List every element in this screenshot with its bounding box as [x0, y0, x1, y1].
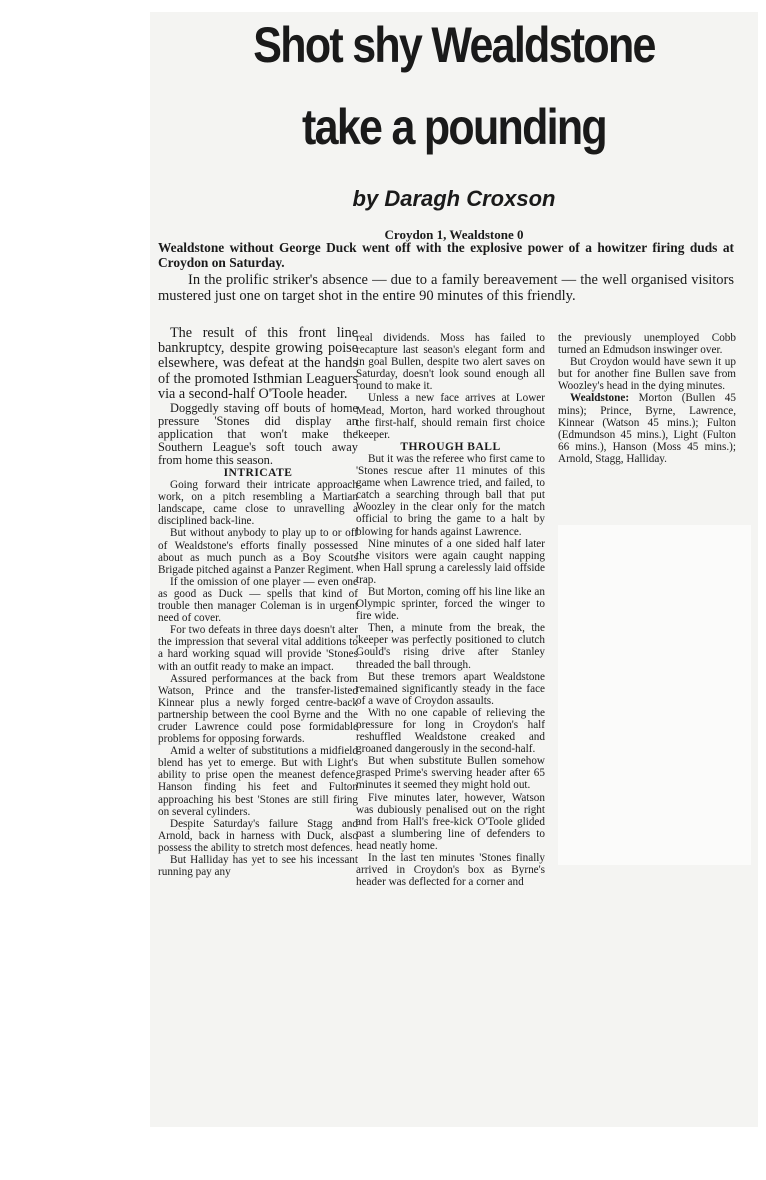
col1-paragraph: If the omission of one player — even one as good as Duck — spells that kind of trouble then manager Coleman is in urgent need of cover. [158, 575, 358, 625]
col2-paragraph: In the last ten minutes 'Stones finally arrived in Croydon's box as Byrne's header was deflected for a corner and [356, 852, 545, 889]
col2-paragraph: Then, a minute from the break, the 'keeper was perfectly positioned to clutch Gould's rising drive after Stanley threaded the ball through. [356, 622, 545, 671]
lead-paragraph: In the prolific striker's absence — due to a family bereavement — the well organised visitors mustered just one on target shot in the entire 90 minutes of this friendly. [158, 272, 734, 304]
col1-paragraph: Amid a welter of substitutions a midfield blend has yet to emerge. But with Light's ability to prise open the meanest defence, Hanson finding his feet and Fulton approaching his best 'Stones are still firing on several cylinders. [158, 745, 358, 818]
col1-paragraph: The result of this front line bankruptcy, despite growing poise elsewhere, was defeat at the hands of the promoted Isthmian Leaguers via a second-half O'Toole header. [158, 325, 358, 402]
col2-paragraph: Unless a new face arrives at Lower Mead, Morton, hard worked throughout the first-half, should remain first choice 'keeper. [356, 392, 545, 441]
intro-paragraph: Wealdstone without George Duck went off with the explosive power of a howitzer firing duds at Croydon on Saturday. [158, 240, 734, 270]
headline-line-1: Shot shy Wealdstone [253, 17, 655, 73]
col2-paragraph: But Morton, coming off his line like an Olympic sprinter, forced the winger to fire wide. [356, 585, 545, 623]
team-list: Morton (Bullen 45 mins); Prince, Byrne, Lawrence, Kinnear (Watson 45 mins.); Fulton (Edmundson 45 mins.), Light (Fulton 66 mins.), Hanson (Moss 45 mins.); Arnold, Stagg, Halliday. [558, 392, 736, 465]
col3-paragraph: But Croydon would have sewn it up but for another fine Bullen save from Woozley's head in the dying minutes. [558, 356, 736, 393]
col1-paragraph: But Halliday has yet to see his incessant running pay any [158, 854, 358, 879]
column-2 [356, 332, 545, 888]
col2-paragraph: real dividends. Moss has failed to recapture last season's elegant form and in goal Bullen, despite two alert saves on Saturday, doesn't look sound enough all round to make it. [356, 332, 545, 393]
col3-paragraph: the previously unemployed Cobb turned an Edmudson inswinger over. [558, 332, 736, 357]
col2-paragraph: With no one capable of relieving the pressure for long in Croydon's half reshuffled Wealdstone creaked and groaned dangerously in the second-half. [356, 706, 545, 756]
col1-paragraph: Going forward their intricate approach work, on a pitch resembling a Martian landscape, came close to unravelling a disciplined back-line. [158, 479, 358, 528]
col2-paragraph: But when substitute Bullen somehow grasped Prime's swerving header after 65 minutes it seemed they might hold out. [356, 755, 545, 792]
subhead-through-ball: THROUGH BALL [400, 440, 501, 453]
col2-paragraph: But these tremors apart Wealdstone remained significantly steady in the face of a wave of Croydon assaults. [356, 670, 545, 707]
headline-line-2: take a pounding [302, 99, 606, 155]
col1-paragraph: Doggedly staving off bouts of home pressure 'Stones did display an application that won't make the Southern League's soft touch away from home this season. [158, 401, 358, 468]
col2-paragraph: Five minutes later, however, Watson was dubiously penalised out on the right and from Hall's free-kick O'Toole glided past a slumbering line of defenders to head neatly home. [356, 791, 545, 852]
column-1 [158, 326, 358, 878]
match-score: Croydon 1, Wealdstone 0 [384, 227, 524, 242]
col1-paragraph: Despite Saturday's failure Stagg and Arnold, back in harness with Duck, also possess the ability to stretch most defences. [158, 817, 358, 854]
team-lineup [558, 392, 736, 465]
col1-paragraph: For two defeats in three days doesn't alter the impression that several vital additions to a hard working squad will provide 'Stones with an outfit ready to make an impact. [158, 624, 358, 673]
team-label: Wealdstone: [570, 392, 630, 405]
col2-paragraph: Nine minutes of a one sided half later the visitors were again caught napping when Hall sprung a carelessly laid offside trap. [356, 537, 545, 586]
column-3 [558, 332, 736, 465]
subhead-intricate: INTRICATE [223, 467, 293, 480]
blank-area [558, 525, 751, 865]
byline: by Daragh Croxson [352, 186, 556, 211]
col1-paragraph: Assured performances at the back from Watson, Prince and the transfer-listed Kinnear plus a newly forged centre-back partnership between the cool Byrne and the cruder Lawrence could pose formidable problems for opposing forwards. [158, 672, 358, 746]
col1-paragraph: But without anybody to play up to or off of Wealdstone's efforts finally possessed about as much punch as a Boy Scouts Brigade pitched against a Panzer Regiment. [158, 527, 358, 576]
col2-paragraph: But it was the referee who first came to 'Stones rescue after 11 minutes of this game when Lawrence tried, and failed, to catch a searching through ball that put Woozley in the clear only for the match official to bring the game to a halt by blowing for hands against Lawrence. [356, 452, 545, 538]
